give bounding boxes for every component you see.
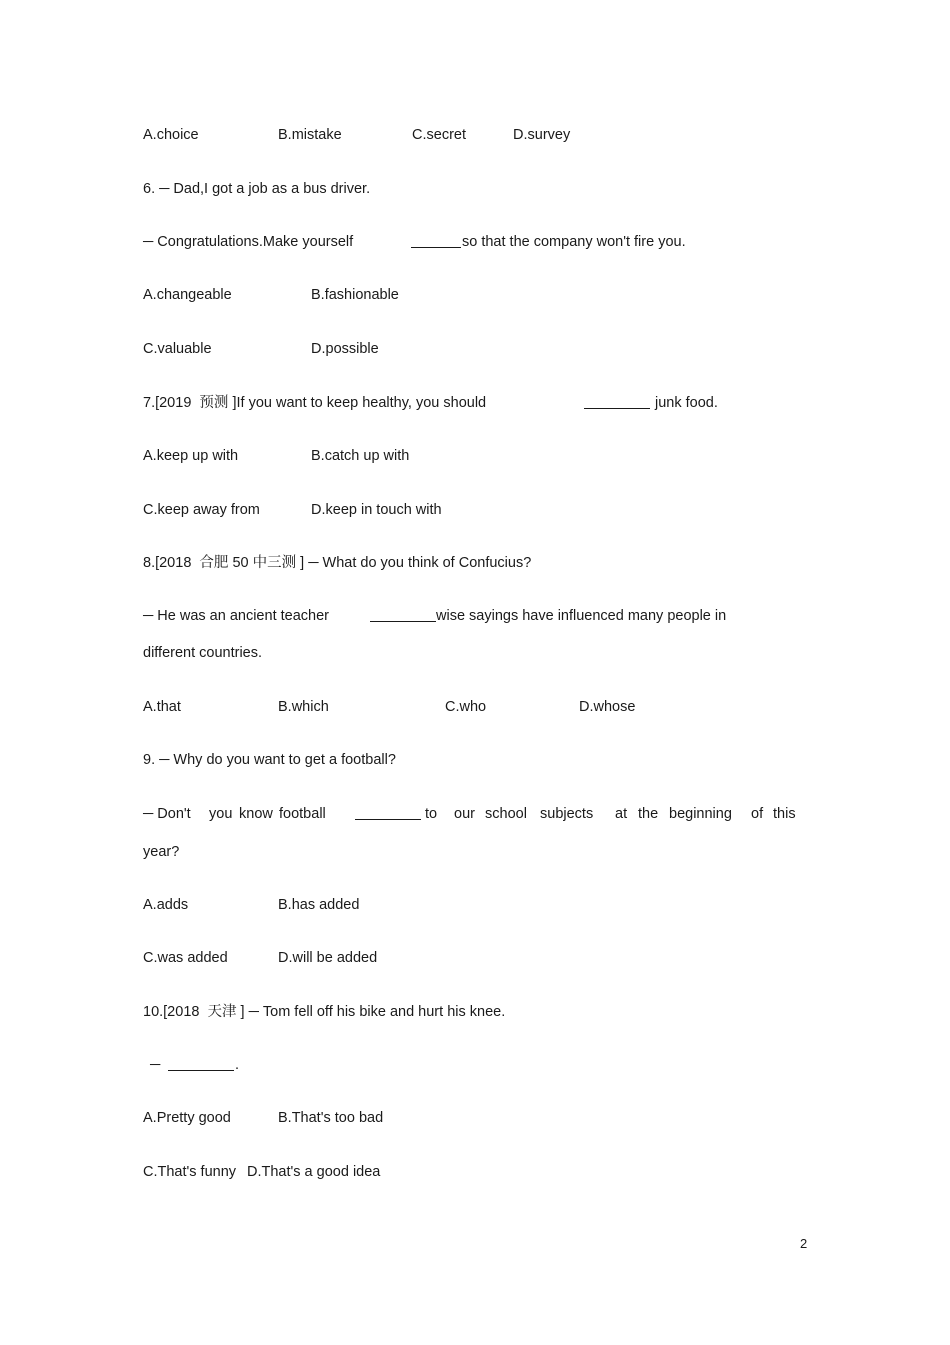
- q5-option-c: C.secret: [412, 127, 466, 143]
- q10-option-a: A.Pretty good: [143, 1110, 231, 1126]
- q8-option-b: B.which: [278, 699, 329, 715]
- q8-option-c: C.who: [445, 699, 487, 715]
- q9-reply-word: this: [773, 806, 796, 822]
- q9-reply-word: football: [279, 806, 326, 822]
- q9-stem: 9. ─ Why do you want to get a football?: [143, 752, 396, 768]
- q9-reply-word: the: [638, 806, 659, 822]
- q10-stem: 10.[2018 天津 ] ─ Tom fell off his bike and hurt his knee.: [143, 1004, 506, 1020]
- q6-blank-line: [411, 233, 461, 253]
- q6-option-d: D.possible: [311, 341, 379, 357]
- q8-reply-after: wise sayings have influenced many people in: [436, 608, 727, 624]
- q9-option-b: B.has added: [278, 897, 360, 913]
- q8-blank-line: [370, 607, 436, 627]
- q9-option-a: A.adds: [143, 897, 189, 913]
- q9-reply-cont: year?: [143, 844, 180, 860]
- q6-option-a: A.changeable: [143, 287, 232, 303]
- q6-option-b: B.fashionable: [311, 287, 399, 303]
- q8-reply-before: ─ He was an ancient teacher: [143, 608, 329, 624]
- q7-option-a: A.keep up with: [143, 448, 239, 464]
- q9-reply-word: to: [425, 806, 438, 822]
- q9-reply-word: school: [485, 806, 527, 822]
- q6-reply-after: so that the company won't fire you.: [462, 234, 686, 250]
- q9-reply-word: subjects: [540, 806, 594, 822]
- q7-blank-line: [584, 394, 650, 414]
- q7-option-c: C.keep away from: [143, 502, 260, 518]
- q7-option-b: B.catch up with: [311, 448, 410, 464]
- q8-reply-cont: different countries.: [143, 645, 263, 661]
- q7-stem-before: 7.[2019 预测 ]If you want to keep healthy, you should: [143, 395, 487, 411]
- q10-option-d: D.That's a good idea: [247, 1164, 381, 1180]
- q9-reply-word: know: [239, 806, 273, 822]
- q6-reply-before: ─ Congratulations.Make yourself: [143, 234, 354, 250]
- q9-reply-word: ─ Don't: [143, 806, 191, 822]
- q9-reply-word: of: [751, 806, 764, 822]
- q10-option-c: C.That's funny: [143, 1164, 237, 1180]
- q9-option-d: D.will be added: [278, 950, 378, 966]
- q10-reply-end: .: [235, 1057, 240, 1073]
- q8-option-a: A.that: [143, 699, 181, 715]
- q8-option-d: D.whose: [579, 699, 636, 715]
- q9-option-c: C.was added: [143, 950, 228, 966]
- q6-option-c: C.valuable: [143, 341, 212, 357]
- q6-stem: 6. ─ Dad,I got a job as a bus driver.: [143, 181, 371, 197]
- q10-blank-line: [168, 1056, 234, 1076]
- q9-reply-word: beginning: [669, 806, 732, 822]
- q10-option-b: B.That's too bad: [278, 1110, 384, 1126]
- q9-reply-word: at: [615, 806, 628, 822]
- q8-stem: 8.[2018 合肥 50 中三测 ] ─ What do you think of Confucius?: [143, 555, 532, 571]
- q7-stem-after: junk food.: [655, 395, 718, 411]
- q5-option-b: B.mistake: [278, 127, 342, 143]
- q9-reply-word: our: [454, 806, 475, 822]
- q9-reply-word: you: [209, 806, 233, 822]
- q5-option-a: A.choice: [143, 127, 199, 143]
- q7-option-d: D.keep in touch with: [311, 502, 442, 518]
- q5-option-d: D.survey: [513, 127, 571, 143]
- q9-blank-line: [355, 805, 421, 825]
- page-number: 2: [800, 1236, 808, 1251]
- q10-reply-dash: ─: [150, 1057, 161, 1073]
